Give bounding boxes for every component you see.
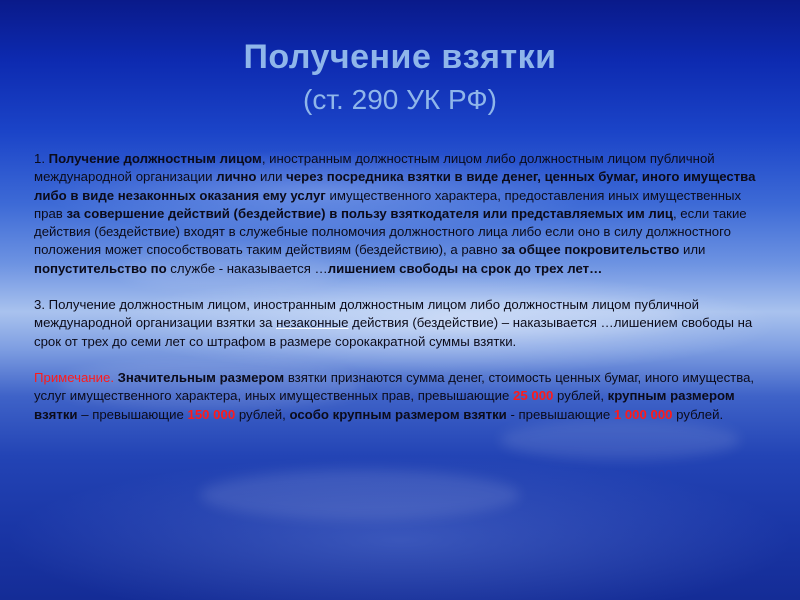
bold-run: за общее покровительство [501, 242, 680, 258]
text-run: службе - наказывается … [166, 260, 328, 276]
text-run: действия (бездействие) – наказывается …лишением свободы на срок от трех до семи лет со штрафом в размере сорокакратной суммы взятки. [34, 315, 753, 349]
bold-run: Значительным размером [117, 369, 285, 385]
text-run: взятки признаются сумма денег, стоимость ценных бумаг, иного имущества, услуг имущественного характера, иных имущественных прав, превышающие [34, 369, 755, 404]
text-run: имущественного характера, предоставления иных имущественных прав [34, 187, 742, 221]
text-run: рублей. [672, 406, 724, 422]
bold-run: за совершение действий (бездействие) в пользу взяткодателя или представляемых им лиц [66, 205, 673, 221]
slide-body [34, 150, 764, 442]
note-paragraph [34, 369, 764, 424]
bold-run: крупным размером взятки [34, 388, 735, 422]
text-run: - превышающие [506, 406, 614, 422]
text-run: рублей, [235, 406, 290, 422]
slide-subtitle: (ст. 290 УК РФ) [303, 84, 497, 115]
bold-run: через посредника взятки в виде денег, ценных бумаг, иного имущества либо в виде незаконных оказания ему услуг [34, 169, 756, 203]
paragraph-part-3 [34, 296, 764, 351]
bold-run: попустительство по [34, 260, 167, 276]
text-run: , иностранным должностным лицом либо должностным лицом публичной международной организации [34, 151, 715, 185]
bold-run: особо крупным размером взятки [289, 406, 507, 422]
paragraph-part-1 [34, 150, 764, 278]
text-run: , если такие действия (бездействие) входят в служебные полномочия должностного лица либо если оно в силу должностного положения может способствовать таким действиям (бездействию), а равно [34, 205, 747, 258]
bold-run: лично [216, 169, 257, 185]
text-run: рублей, [553, 388, 608, 404]
underlined-run: незаконные [276, 315, 349, 331]
text-run: 1. [34, 151, 49, 166]
bold-run: Получение должностным лицом [48, 151, 262, 166]
amount-significant: 25 000 [513, 388, 554, 404]
text-run: или [679, 242, 706, 258]
amount-large: 150 000 [187, 406, 236, 422]
bold-run: лишением свободы на срок до трех лет… [327, 260, 603, 276]
text-run: – превышающие [77, 406, 188, 422]
slide-title: Получение взятки [243, 38, 557, 76]
amount-especially-large: 1 000 000 [613, 406, 673, 422]
text-run: или [256, 169, 287, 185]
text-run: 3. Получение должностным лицом, иностранным должностным лицом либо должностным лицом публичной международной организации взятки за [34, 297, 700, 331]
note-label: Примечание. [34, 369, 114, 385]
